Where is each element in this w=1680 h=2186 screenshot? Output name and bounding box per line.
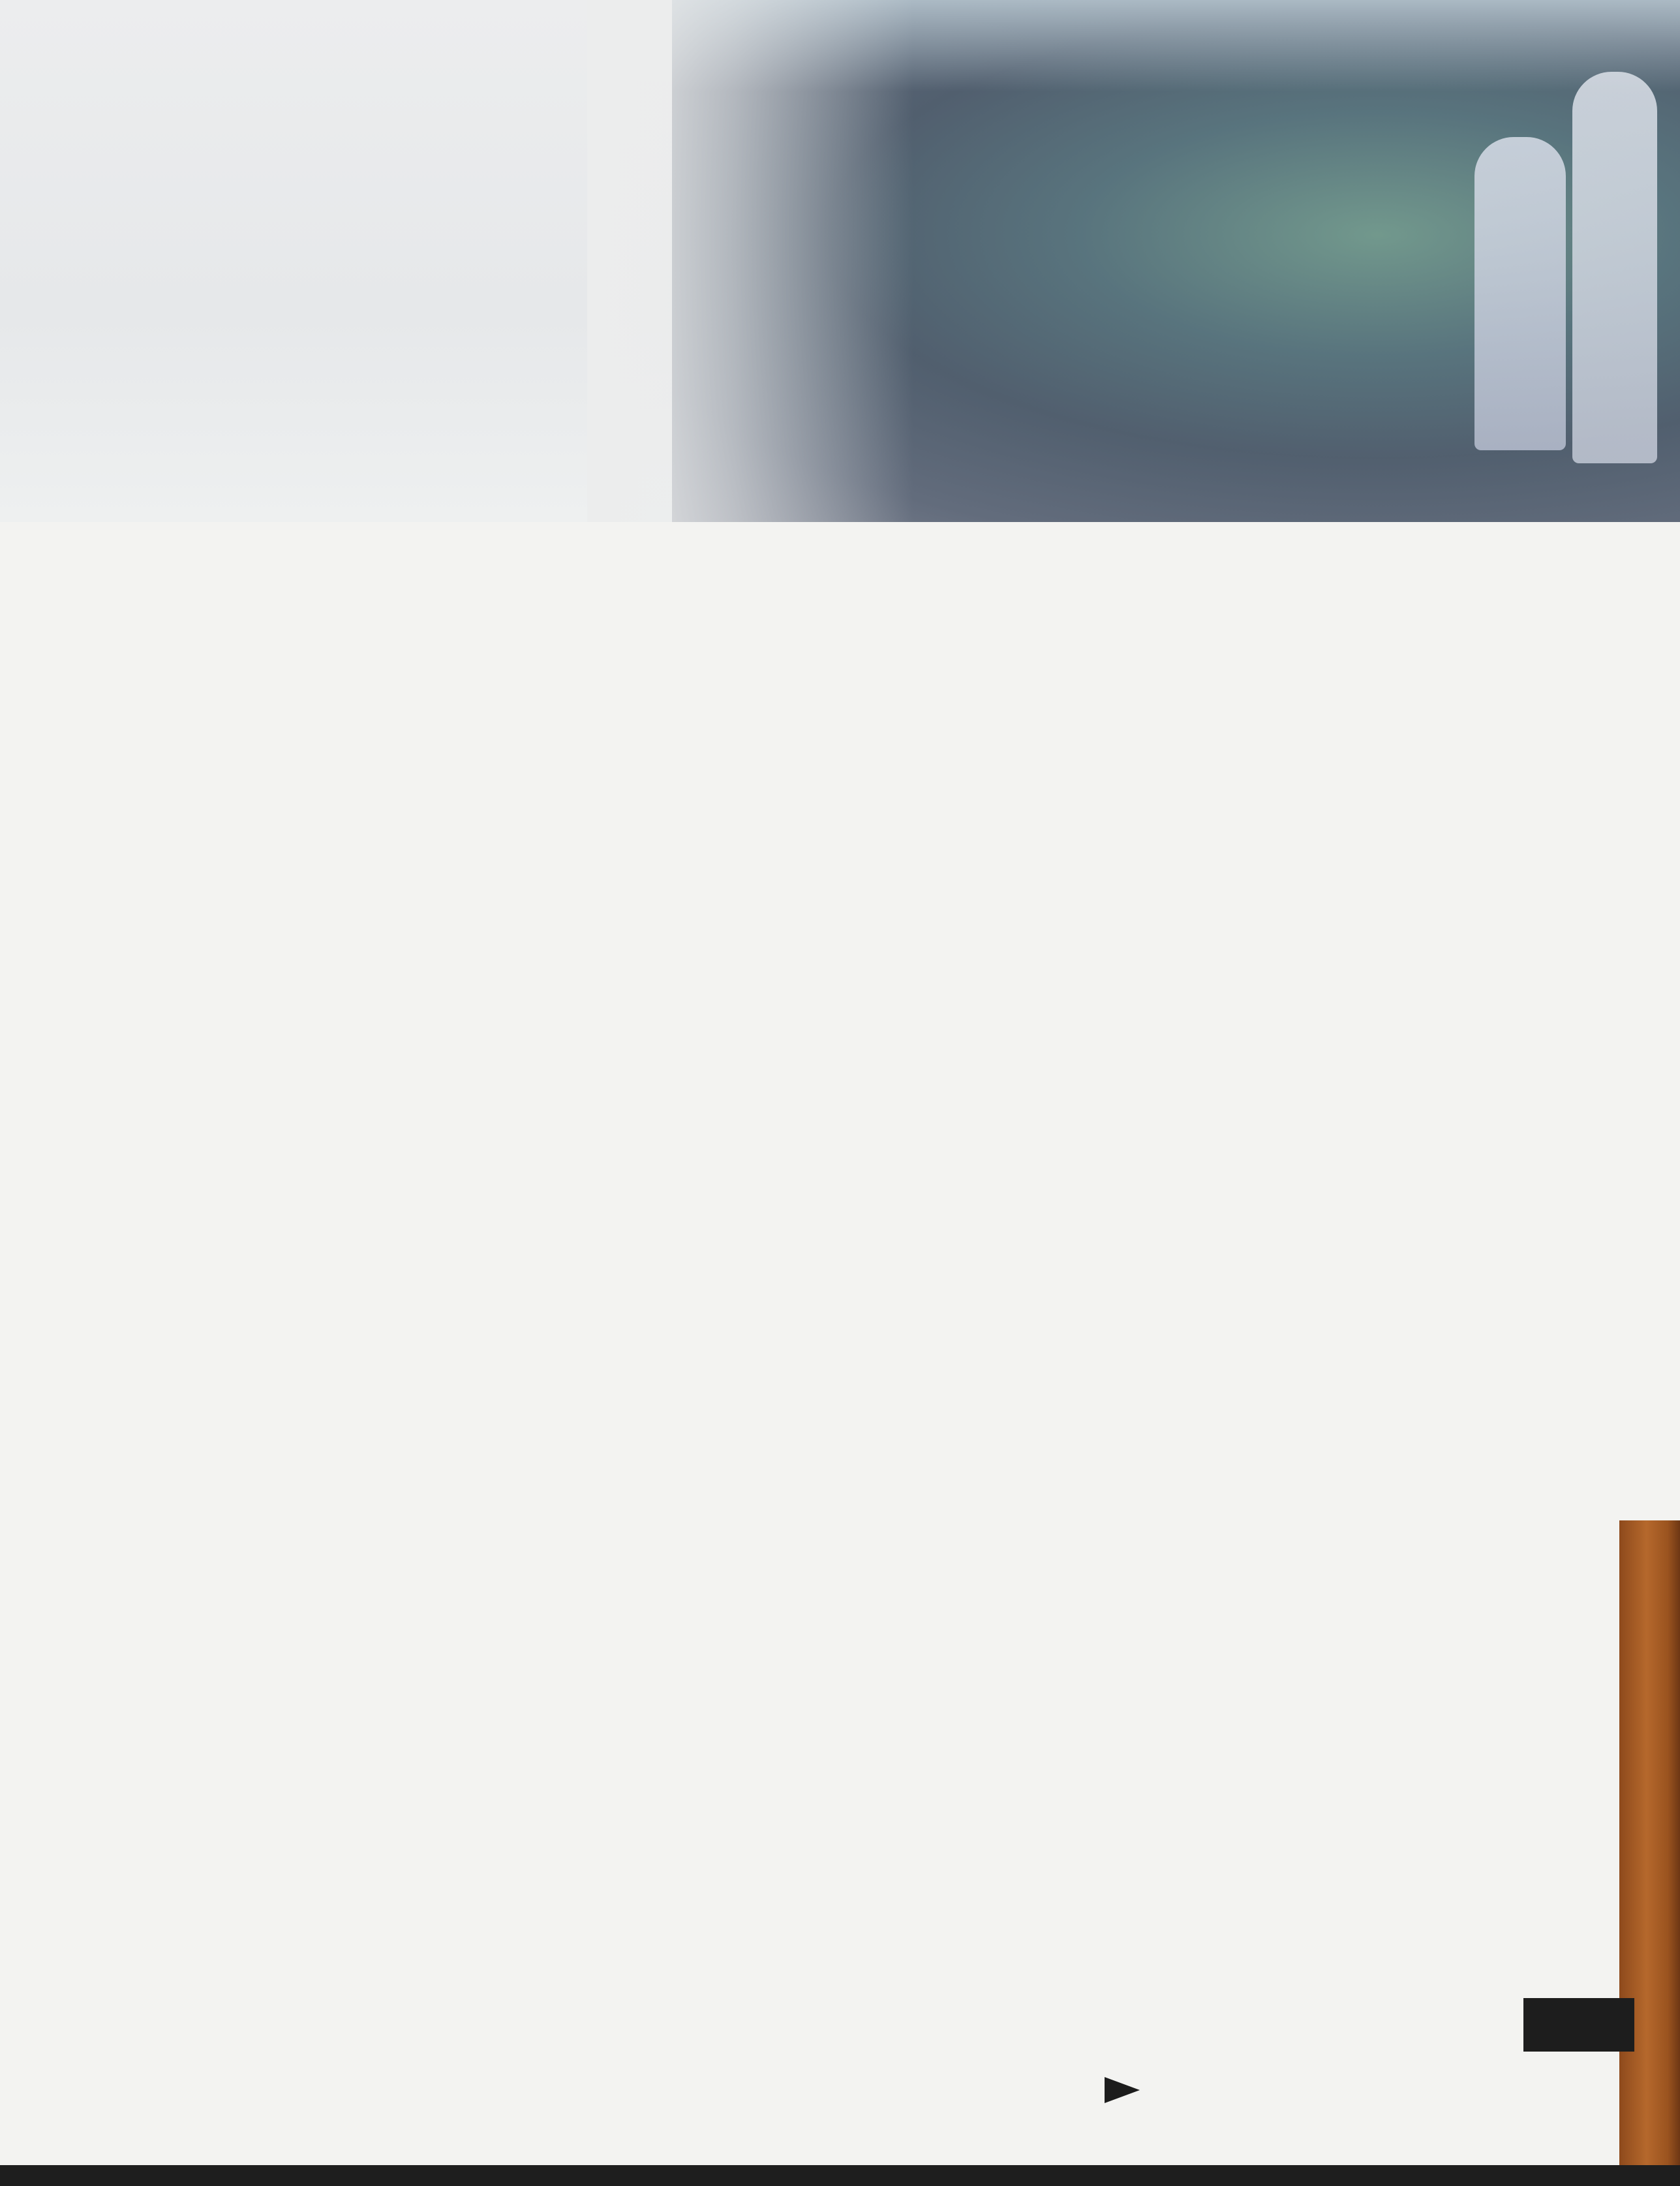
chart-footnote	[1013, 1757, 1483, 1763]
wood-strip	[1619, 1520, 1680, 2186]
tax-burden-chart	[718, 1148, 1435, 1749]
arrow-right-icon	[1105, 2077, 1140, 2103]
left-column	[125, 532, 618, 546]
page-number	[1523, 1998, 1634, 2052]
photo-person-left	[1474, 137, 1566, 450]
bottom-rule	[0, 2165, 1680, 2186]
bleed-through-text	[124, 196, 659, 476]
page-footer	[1105, 2076, 1158, 2103]
header-photo	[0, 0, 1680, 522]
photo-person-right	[1572, 72, 1657, 463]
